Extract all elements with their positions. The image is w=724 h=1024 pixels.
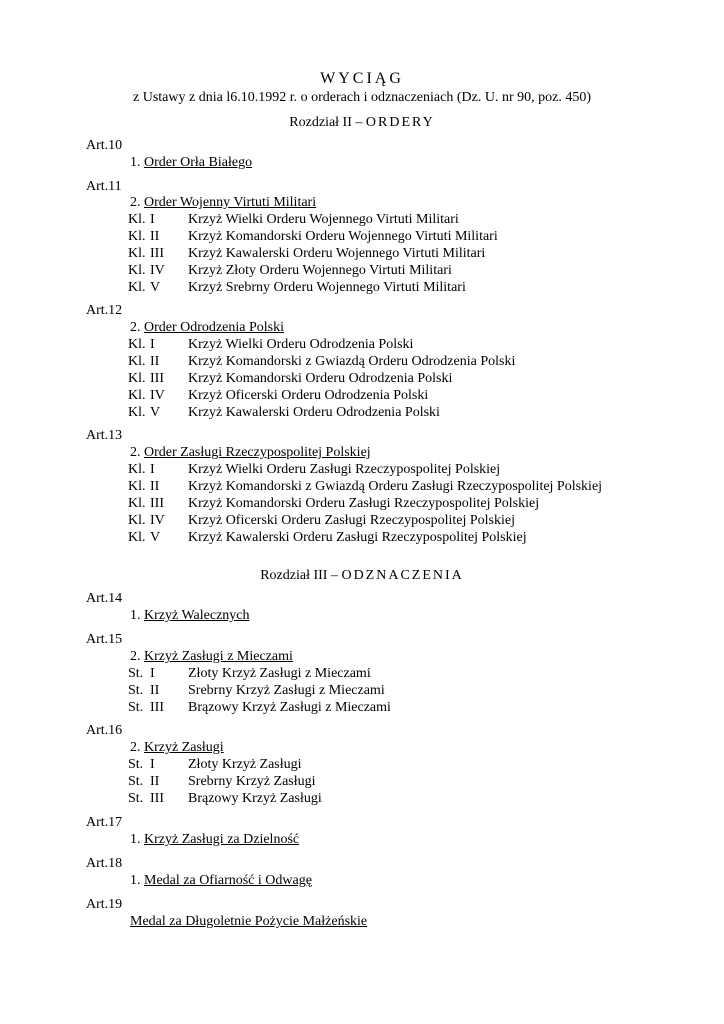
class-row [128, 495, 540, 512]
item-name: Order Zasługi Rzeczypospolitej Polskiej [144, 445, 371, 460]
item-name: Krzyż Zasługi [144, 740, 224, 755]
item-number: 2. [130, 195, 144, 210]
item-number: 1. [130, 155, 144, 170]
item-name: Order Wojenny Virtuti Militari [144, 195, 317, 210]
class-kind: Kl. [128, 337, 146, 352]
class-row [128, 336, 414, 353]
article-label: Art.10 [86, 138, 123, 153]
item-number: 2. [130, 649, 144, 664]
class-numeral: IV [150, 513, 165, 528]
class-kind: Kl. [128, 405, 146, 420]
chapter-heading-odznaczenia [0, 567, 724, 584]
class-row [128, 773, 316, 790]
article-label: Art.13 [86, 428, 123, 443]
item-name: Medal za Długoletnie Pożycie Małżeńskie [130, 914, 368, 929]
class-name: Złoty Krzyż Zasługi z Mieczami [188, 666, 371, 681]
class-row [128, 370, 453, 387]
class-numeral: V [150, 405, 161, 420]
item-number: 2. [130, 320, 144, 335]
item-name: Krzyż Zasługi za Dzielność [144, 832, 300, 847]
article-item [130, 444, 371, 461]
class-numeral: I [150, 462, 155, 477]
article-item [130, 648, 293, 665]
class-kind: St. [128, 791, 144, 806]
item-name: Order Orła Białego [144, 155, 253, 170]
article-item [130, 872, 312, 889]
class-row [128, 790, 322, 807]
class-row [128, 279, 466, 296]
class-name: Krzyż Komandorski z Gwiazdą Orderu Zasługi Rzeczypospolitej Polskiej [188, 479, 603, 494]
class-numeral: V [150, 530, 161, 545]
article-label: Art.14 [86, 591, 123, 606]
article-item [130, 739, 224, 756]
class-row [128, 404, 440, 421]
class-name: Złoty Krzyż Zasługi [188, 757, 302, 772]
class-name: Krzyż Komandorski z Gwiazdą Orderu Odrodzenia Polski [188, 354, 516, 369]
item-name: Medal za Ofiarność i Odwagę [144, 873, 312, 888]
article-label: Art.11 [86, 179, 122, 194]
document-subtitle: z Ustawy z dnia l6.10.1992 r. o orderach i odznaczeniach (Dz. U. nr 90, poz. 450) [133, 90, 591, 105]
article-item [130, 831, 299, 848]
class-name: Krzyż Kawalerski Orderu Odrodzenia Polski [188, 405, 440, 420]
article-item [130, 194, 316, 211]
class-kind: Kl. [128, 246, 146, 261]
class-numeral: II [150, 774, 160, 789]
article-item [130, 319, 284, 336]
class-name: Krzyż Komandorski Orderu Odrodzenia Polski [188, 371, 453, 386]
chapter-name: ODZNACZENIA [341, 568, 464, 583]
document-title: WYCIĄG [320, 70, 404, 87]
item-number: 2. [130, 740, 144, 755]
article-label: Art.19 [86, 897, 123, 912]
class-row [128, 529, 527, 546]
article-label: Art.12 [86, 303, 123, 318]
class-row [128, 387, 429, 404]
class-kind: Kl. [128, 371, 146, 386]
class-name: Krzyż Oficerski Orderu Odrodzenia Polski [188, 388, 429, 403]
class-row [128, 478, 603, 495]
class-kind: Kl. [128, 496, 146, 511]
class-numeral: III [150, 246, 164, 261]
class-kind: Kl. [128, 479, 146, 494]
class-row [128, 665, 371, 682]
class-row [128, 228, 498, 245]
article-item [130, 913, 367, 930]
class-kind: Kl. [128, 354, 146, 369]
class-name: Krzyż Kawalerski Orderu Wojennego Virtuti Militari [188, 246, 486, 261]
class-name: Krzyż Oficerski Orderu Zasługi Rzeczypospolitej Polskiej [188, 513, 515, 528]
class-name: Krzyż Srebrny Orderu Wojennego Virtuti Militari [188, 280, 466, 295]
item-name: Order Odrodzenia Polski [144, 320, 284, 335]
article-label: Art.15 [86, 632, 123, 647]
item-name: Krzyż Zasługi z Mieczami [144, 649, 293, 664]
item-name: Krzyż Walecznych [144, 608, 250, 623]
class-row [128, 699, 391, 716]
class-row [128, 262, 452, 279]
item-number: 1. [130, 608, 144, 623]
class-name: Brązowy Krzyż Zasługi z Mieczami [188, 700, 391, 715]
class-kind: Kl. [128, 462, 146, 477]
class-numeral: II [150, 683, 160, 698]
chapter-heading-ordery [0, 114, 724, 131]
class-row [128, 682, 385, 699]
class-kind: Kl. [128, 280, 146, 295]
class-kind: St. [128, 774, 144, 789]
class-name: Krzyż Kawalerski Orderu Zasługi Rzeczypospolitej Polskiej [188, 530, 527, 545]
class-numeral: II [150, 479, 160, 494]
class-name: Krzyż Wielki Orderu Wojennego Virtuti Militari [188, 212, 459, 227]
class-numeral: V [150, 280, 161, 295]
class-name: Krzyż Złoty Orderu Wojennego Virtuti Militari [188, 263, 452, 278]
article-item [130, 607, 250, 624]
class-row [128, 461, 501, 478]
class-name: Srebrny Krzyż Zasługi [188, 774, 316, 789]
class-numeral: I [150, 666, 155, 681]
item-number: 1. [130, 873, 144, 888]
class-numeral: II [150, 229, 160, 244]
class-kind: St. [128, 757, 144, 772]
class-numeral: III [150, 700, 164, 715]
chapter-prefix: Rozdział III – [260, 568, 342, 583]
class-name: Krzyż Wielki Orderu Zasługi Rzeczypospolitej Polskiej [188, 462, 501, 477]
class-kind: Kl. [128, 212, 146, 227]
class-name: Srebrny Krzyż Zasługi z Mieczami [188, 683, 385, 698]
class-numeral: I [150, 212, 155, 227]
class-row [128, 353, 516, 370]
class-row [128, 512, 515, 529]
class-row [128, 756, 302, 773]
class-name: Brązowy Krzyż Zasługi [188, 791, 322, 806]
class-name: Krzyż Wielki Orderu Odrodzenia Polski [188, 337, 414, 352]
class-kind: St. [128, 683, 144, 698]
article-label: Art.16 [86, 723, 123, 738]
chapter-prefix: Rozdział II – [289, 115, 366, 130]
chapter-name: ORDERY [365, 115, 435, 130]
article-item [130, 154, 252, 171]
class-kind: Kl. [128, 263, 146, 278]
class-numeral: III [150, 791, 164, 806]
class-numeral: I [150, 337, 155, 352]
class-name: Krzyż Komandorski Orderu Wojennego Virtuti Militari [188, 229, 498, 244]
class-kind: Kl. [128, 388, 146, 403]
article-label: Art.17 [86, 815, 123, 830]
class-kind: St. [128, 700, 144, 715]
class-row [128, 211, 459, 228]
class-numeral: I [150, 757, 155, 772]
article-label: Art.18 [86, 856, 123, 871]
item-number: 2. [130, 445, 144, 460]
class-name: Krzyż Komandorski Orderu Zasługi Rzeczypospolitej Polskiej [188, 496, 540, 511]
class-kind: St. [128, 666, 144, 681]
class-kind: Kl. [128, 513, 146, 528]
class-numeral: III [150, 496, 164, 511]
item-number: 1. [130, 832, 144, 847]
class-numeral: II [150, 354, 160, 369]
class-kind: Kl. [128, 229, 146, 244]
class-kind: Kl. [128, 530, 146, 545]
class-numeral: IV [150, 263, 165, 278]
class-row [128, 245, 486, 262]
class-numeral: IV [150, 388, 165, 403]
class-numeral: III [150, 371, 164, 386]
